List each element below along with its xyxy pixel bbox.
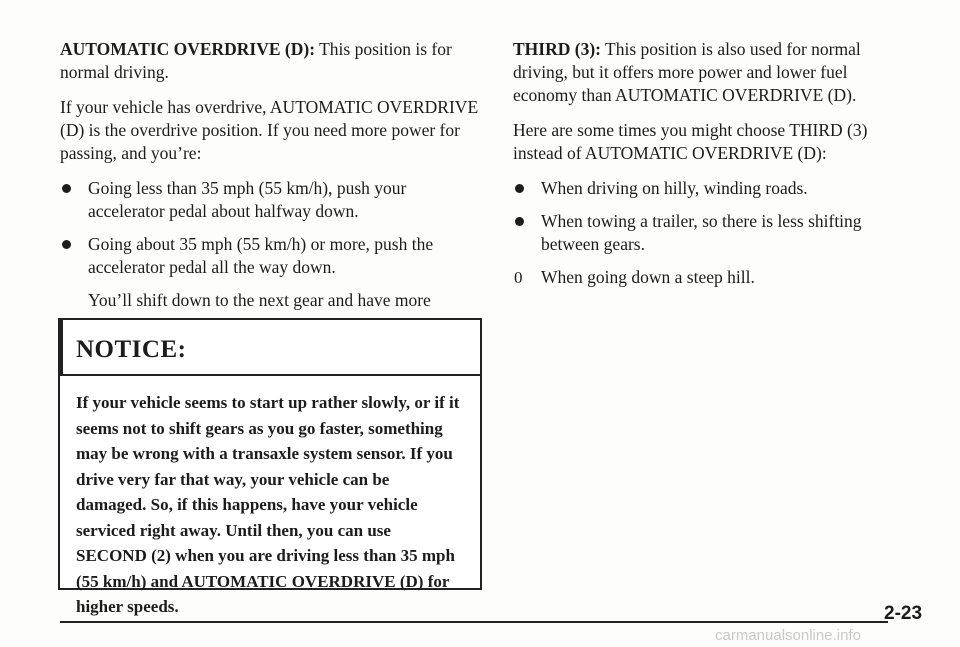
list-item [513,177,913,200]
watermark: carmanualsonline.info [715,627,861,644]
shift-note: You’ll shift down to the next gear and have more [88,290,431,310]
list-item-text: When going down a steep hill. [541,267,755,287]
overdrive-paragraph [60,38,480,84]
third-paragraph [513,38,913,107]
bullet-icon [62,240,71,249]
third-text: This position is also used for normal driving, but it offers more power and lower fuel economy than AUTOMATIC OVERDRIVE (D). [513,39,861,105]
list-item-text: When driving on hilly, winding roads. [541,178,808,198]
right-column [513,38,913,299]
overdrive-intro: If your vehicle has overdrive, AUTOMATIC OVERDRIVE (D) is the overdrive position. If you need more power for passing, and you’re: [60,97,479,163]
list-item [60,233,480,279]
list-item [513,266,913,289]
notice-body: If your vehicle seems to start up rather slowly, or if it seems not to shift gears as you go faster, something may be wrong with a transaxle system sensor. If you drive very far that way, your vehicle can be damaged. So, if this happens, have your vehicle serviced right away. Until then, you can use SECOND (2) when you are driving less than 35 mph (55 km/h) and AUTOMATIC OVERDRIVE (D) for higher speeds. [76,393,460,616]
passing-bullet-list [60,177,480,279]
left-column [60,38,480,347]
list-item [513,210,913,256]
footer-rule [60,621,888,623]
third-heading: THIRD (3): [513,39,601,59]
third-bullet-list [513,177,913,289]
third-intro: Here are some times you might choose THIRD (3) instead of AUTOMATIC OVERDRIVE (D): [513,120,868,163]
bullet-icon [515,184,524,193]
list-item-text: When towing a trailer, so there is less shifting between gears. [541,211,862,254]
notice-title: NOTICE: [60,320,480,376]
list-item-text: Going less than 35 mph (55 km/h), push your accelerator pedal about halfway down. [88,178,407,221]
bullet-marker: 0 [514,268,523,287]
page-number: 2-23 [884,603,923,624]
overdrive-text: This position is for normal driving. [60,39,452,82]
bullet-icon [515,217,524,226]
overdrive-heading: AUTOMATIC OVERDRIVE (D): [60,39,316,59]
notice-box [58,318,482,616]
list-item-text: Going about 35 mph (55 km/h) or more, push the accelerator pedal all the way down. [88,234,434,277]
notice-divider [60,320,63,376]
bullet-icon [62,184,71,193]
list-item [60,177,480,223]
